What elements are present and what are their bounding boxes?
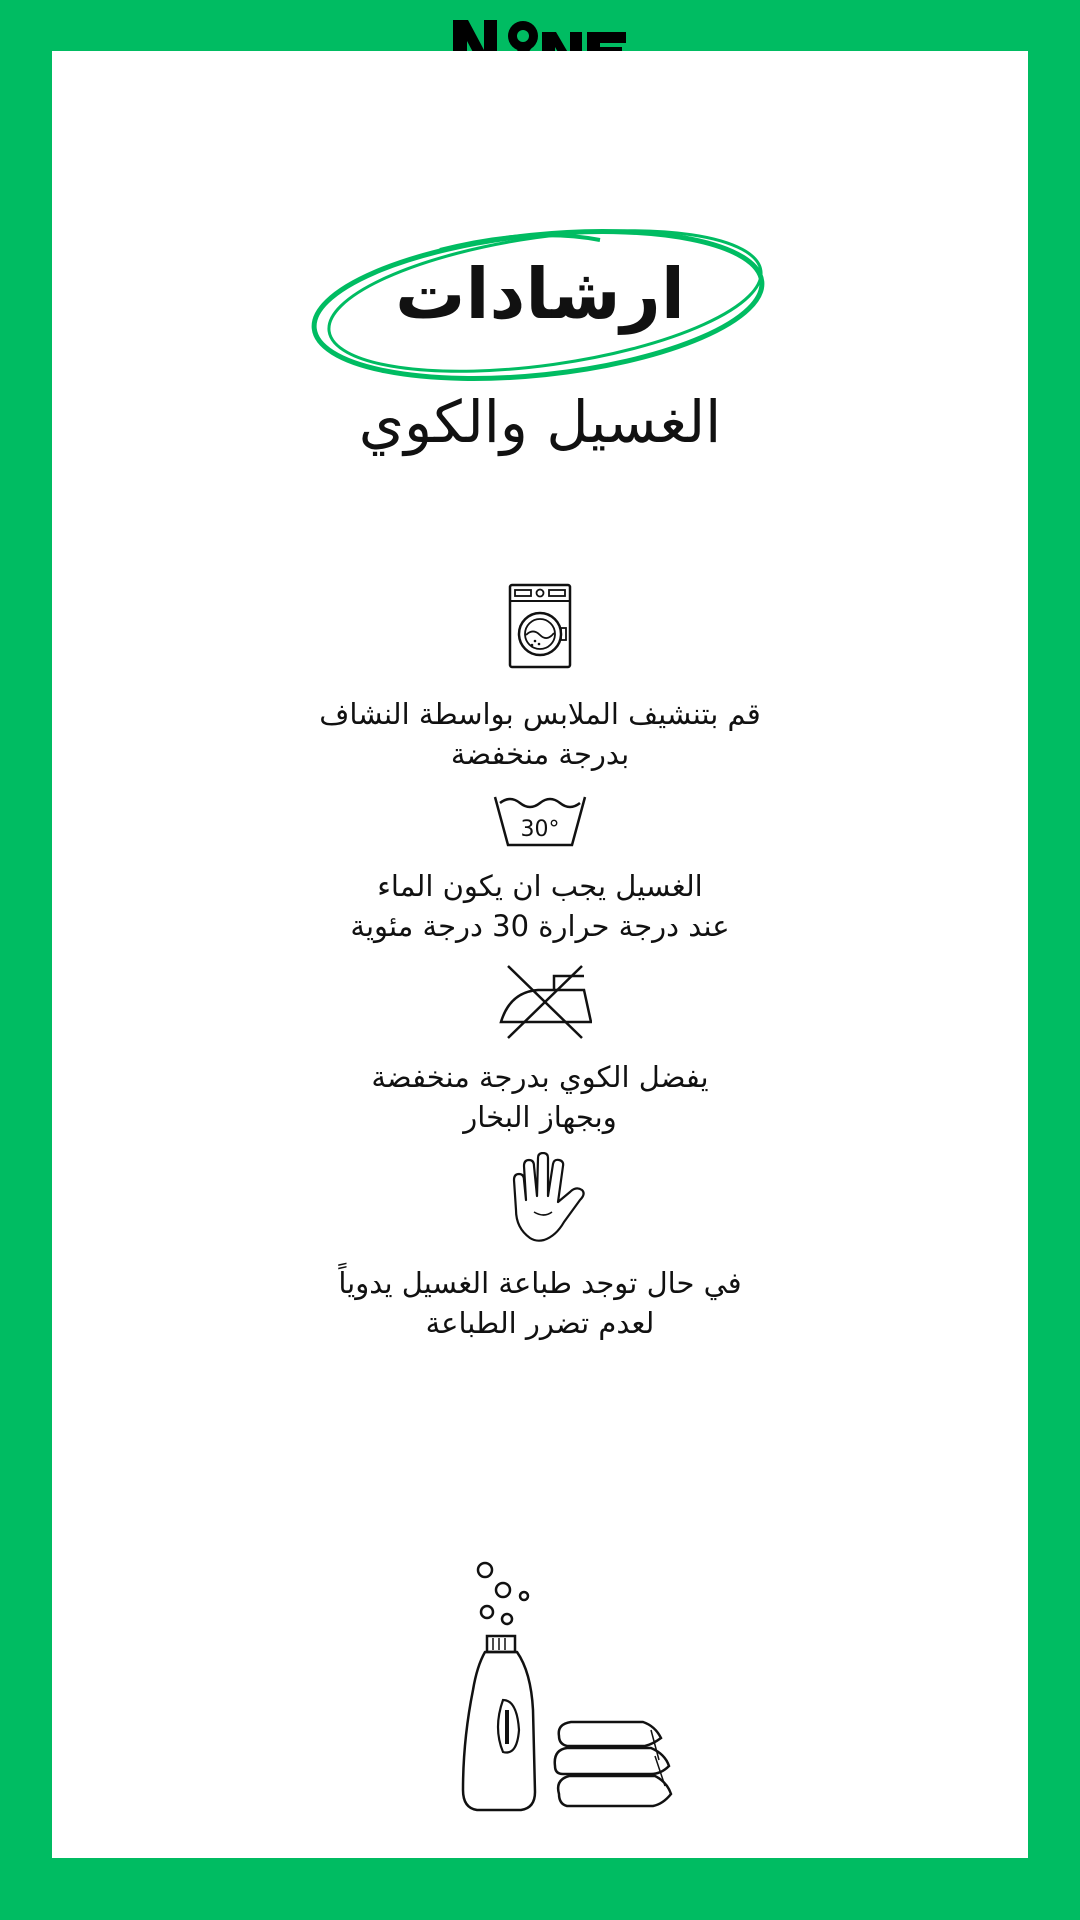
instruction-line: عند درجة حرارة 30 درجة مئوية [350, 909, 730, 943]
instruction-hand-wash [140, 1263, 940, 1343]
detergent-and-towels-icon [455, 1560, 675, 1824]
instruction-line: الغسيل يجب ان يكون الماء [377, 869, 703, 903]
instruction-line: قم بتنشيف الملابس بواسطة النشاف [319, 697, 761, 731]
instruction-line: لعدم تضرر الطباعة [425, 1306, 655, 1340]
page-subtitle: الغسيل والكوي [358, 388, 722, 456]
instruction-ironing [140, 1057, 940, 1137]
instruction-line: وبجهاز البخار [463, 1100, 617, 1134]
instruction-line: بدرجة منخفضة [450, 737, 630, 771]
instruction-line: في حال توجد طباعة الغسيل يدوياً [338, 1266, 742, 1300]
title-block [300, 215, 780, 385]
no-iron-icon [498, 962, 592, 1046]
washing-machine-icon [508, 583, 572, 673]
instruction-wash-temp [140, 866, 940, 946]
instruction-line: يفضل الكوي بدرجة منخفضة [371, 1060, 709, 1094]
wash-temp-label: 30° [520, 817, 560, 842]
instruction-tumble-dry [140, 694, 940, 774]
page-title: ارشادات [395, 253, 685, 335]
hand-wash-icon [508, 1152, 594, 1250]
wash-30-icon [492, 793, 588, 853]
